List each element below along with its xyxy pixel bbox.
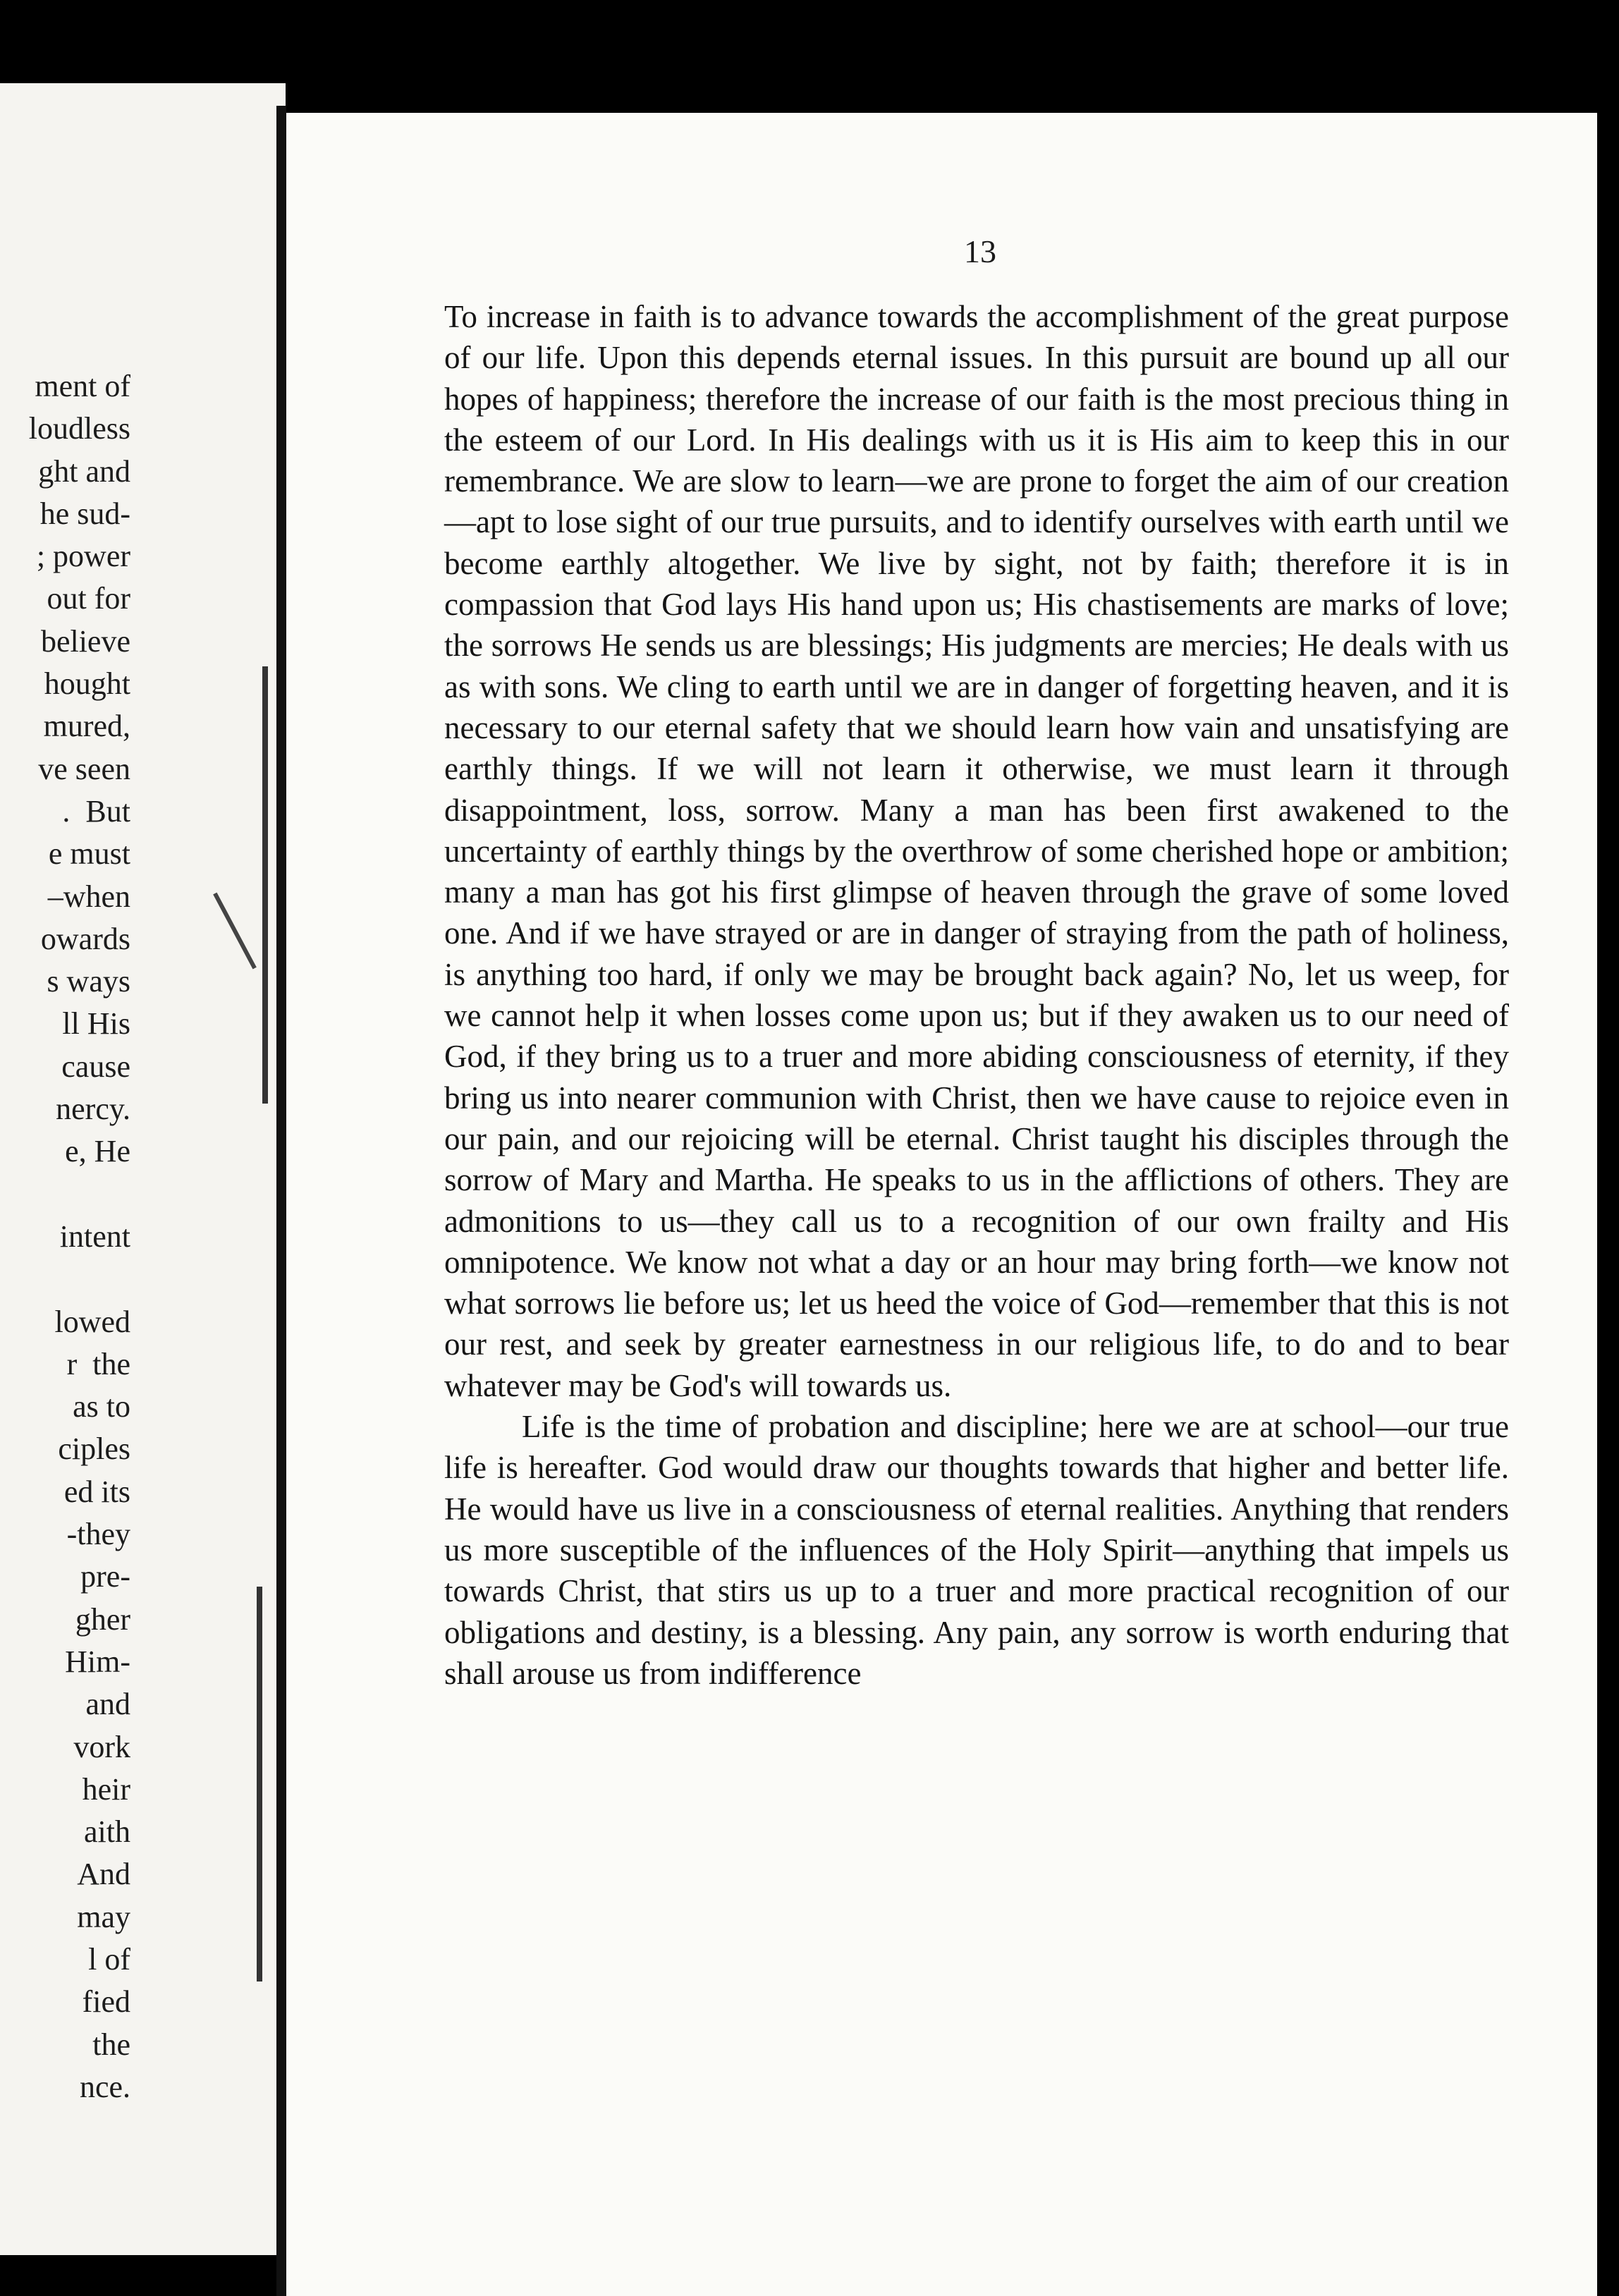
paragraph: Life is the time of probation and discipline; here we are at school—our true life is hereafter. God would draw our thoughts towards that higher and better life. He would have us live in a consciousness of eternal realities. Anything that renders us more susceptible of the influences of the Holy Spirit—anything that impels us towards Christ, that stirs us up to a truer and more practical recognition of our obligations and destiny, is a blessing. Any pain, any sorrow is worth enduring that shall arouse us from indifference <box>444 1409 1509 1691</box>
left-page-line <box>0 1173 130 1216</box>
left-page-line: ed its <box>63 1474 130 1509</box>
left-page-line: owards <box>40 921 130 956</box>
left-page-line: lowed <box>54 1304 130 1339</box>
book-spine <box>276 106 286 2296</box>
left-page-line: out for <box>47 581 130 616</box>
left-page-line: he sud- <box>39 496 130 531</box>
left-page-line: s ways <box>47 964 130 999</box>
page-body <box>444 296 1509 1694</box>
left-page-line: r the <box>66 1346 130 1381</box>
left-page-line: ment of <box>35 369 130 403</box>
left-page-line: intent <box>59 1219 130 1254</box>
left-page-line <box>0 1258 130 1300</box>
left-page-line: pre- <box>80 1559 130 1594</box>
left-page-line: e, He <box>65 1134 130 1169</box>
left-page-line: hought <box>44 666 130 702</box>
left-page-line: e must <box>48 836 130 872</box>
left-page-line: –when <box>47 879 130 914</box>
left-page-line: . But <box>62 793 130 829</box>
left-page-line: gher <box>75 1601 130 1637</box>
left-page-line: ciples <box>58 1431 130 1467</box>
left-page-line: believe <box>40 623 130 659</box>
left-page-line: And <box>77 1857 130 1892</box>
left-page-line: fied <box>82 1984 130 2020</box>
left-page-line: nce. <box>79 2069 130 2104</box>
left-page-line: ve seen <box>38 751 130 786</box>
left-page-line: ll His <box>62 1006 130 1042</box>
left-page-text-fragments <box>0 365 130 2108</box>
left-page-line: nercy. <box>56 1092 130 1127</box>
left-page-line: -they <box>66 1517 130 1552</box>
left-page-line: Him- <box>65 1644 130 1679</box>
left-page-line: vork <box>73 1729 130 1764</box>
binding-thread <box>257 1587 262 1981</box>
left-page-line: ght and <box>38 453 130 489</box>
left-page-line: ; power <box>36 539 130 574</box>
left-page-line: l of <box>88 1941 130 1977</box>
left-page-line: heir <box>82 1771 130 1807</box>
left-facing-page <box>0 83 286 2255</box>
left-page-line: as to <box>73 1389 130 1424</box>
paragraph: To increase in faith is to advance towards the accomplishment of the great purpose of our life. Upon this depends eternal issues. In this pursuit are bound up all our hopes of happiness; therefore the increase of our faith is the most precious thing in the esteem of our Lord. In His dealings with us it is His aim to keep this in our remembrance. We are slow to learn—we are prone to forget the aim of our creation—apt to lose sight of our true pursuits, and to identify ourselves with earth until we become earthly altogether. We live by sight, not by faith; therefore it is in compassion that God lays His hand upon us; His chastisements are marks of love; the sorrows He sends us are blessings; His judgments are mercies; He deals with us as with sons. We cling to earth until we are in danger of forgetting heaven, and it is necessary to our eternal safety that we should learn how vain and unsatisfying are earthly things. If we will not learn it otherwise, we must learn it through disappointment, loss, sorrow. Many a man has been first awakened to the uncertainty of earthly things by the overthrow of some cherished hope or ambition; many a man has got his first glimpse of heaven through the grave of some loved one. And if we have strayed or are in danger of straying from the path of holiness, is anything too hard, if only we may be brought back again? No, let us weep, for we cannot help it when losses come upon us; but if they awaken us to our need of God, if they bring us to a truer and more abiding consciousness of eternity, if they bring us into nearer communion with Christ, then we have cause to rejoice even in our pain, and our rejoicing will be eternal. Christ taught his disciples through the sorrow of Mary and Martha. He speaks to us in the afflictions of others. They are admonitions to us—they call us to a recognition of our own frailty and His omnipotence. We know not what a day or an hour may bring forth—we know not what sorrows lie before us; let us heed the voice of God—remember that this is not our rest, and seek by greater earnestness in our religious life, to do and to bear whatever may be God's will towards us. <box>444 299 1509 1403</box>
left-page-line: mured, <box>43 709 130 744</box>
left-page-line: cause <box>61 1049 130 1084</box>
left-page-line: may <box>77 1899 130 1934</box>
left-page-line: aith <box>84 1814 130 1850</box>
left-page-line: the <box>92 2027 130 2062</box>
left-page-line: and <box>85 1687 130 1722</box>
page-number: 13 <box>964 233 996 269</box>
left-page-line: loudless <box>28 411 130 446</box>
binding-thread <box>262 666 268 1104</box>
